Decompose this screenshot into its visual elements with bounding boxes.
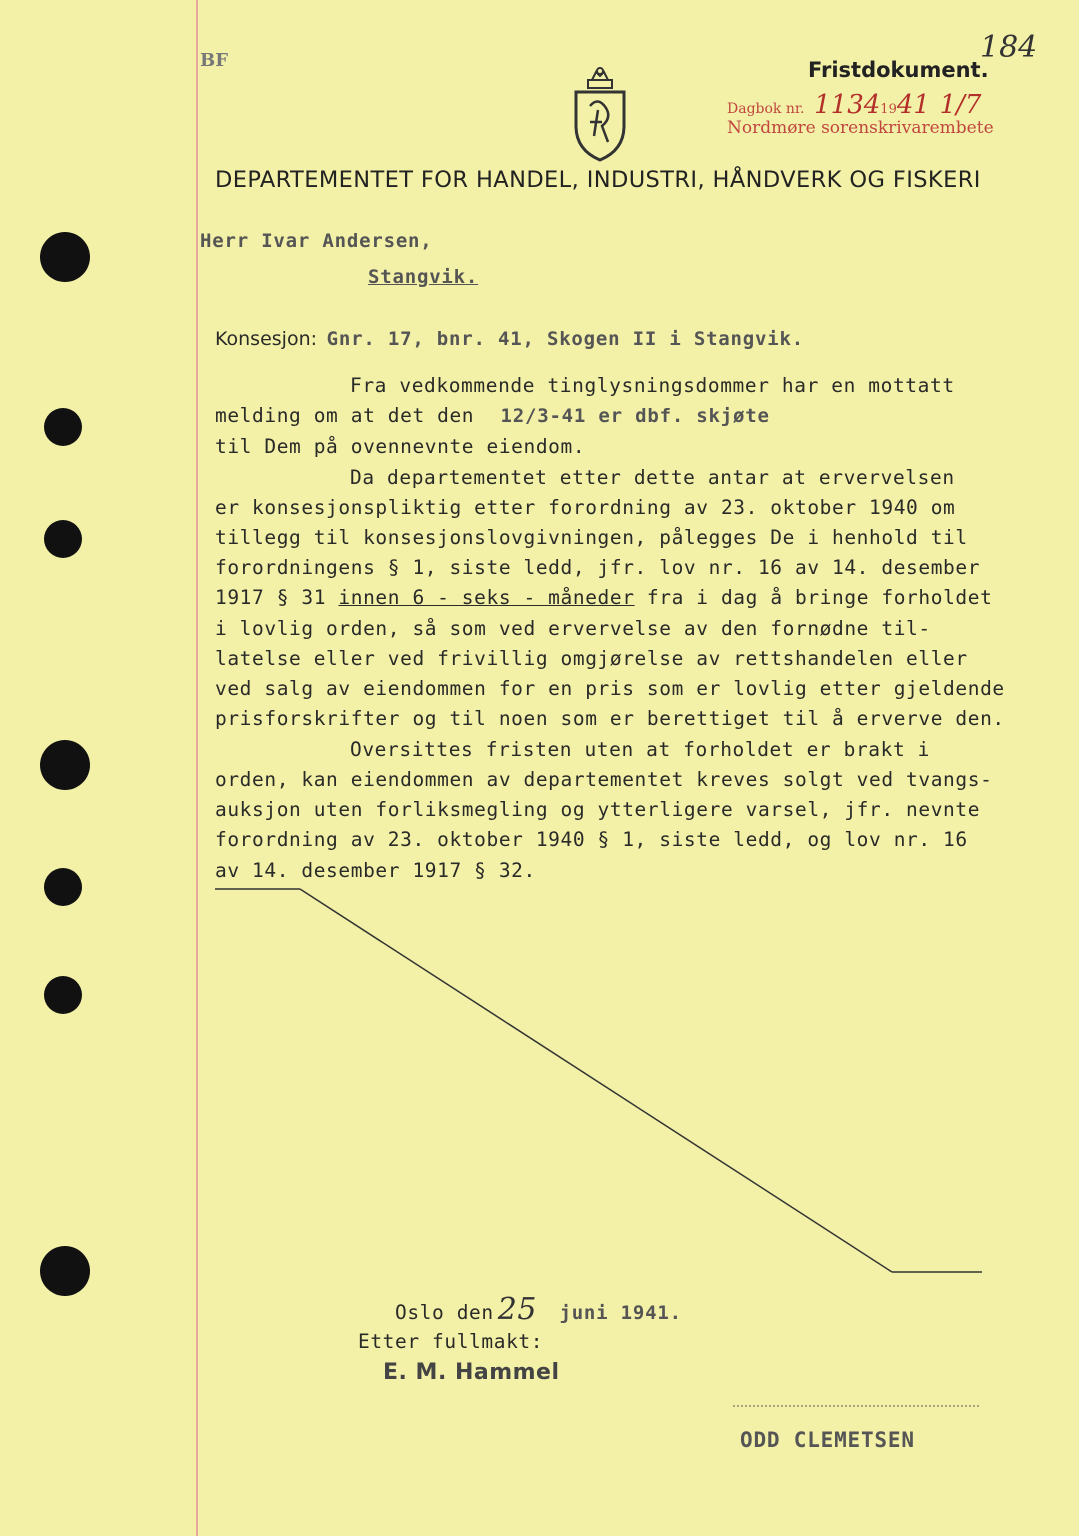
body-line: Da departementet etter dette antar at ervervelsen	[350, 466, 955, 489]
body-line: er konsesjonspliktig etter forordning av 23. oktober 1940 om	[215, 496, 956, 519]
body-line: orden, kan eiendommen av departementet kreves solgt ved tvangs-	[215, 768, 993, 791]
month-year: juni 1941.	[559, 1302, 682, 1324]
stamp-year: 41	[896, 90, 930, 120]
handwritten-day: 25	[497, 1292, 538, 1327]
body-line: i lovlig orden, så som ved ervervelse av den fornødne til-	[215, 617, 931, 640]
stamp-dagbok-label: Dagbok nr.	[727, 101, 805, 117]
body-line: latelse eller ved frivillig omgjørelse av rettshandelen eller	[215, 647, 968, 670]
body-text: 1917 § 31	[215, 586, 327, 609]
place-date-line	[395, 1292, 682, 1327]
body-line: forordningens § 1, siste ledd, jfr. lov nr. 16 av 14. desember	[215, 556, 981, 579]
body-line: Fra vedkommende tinglysningsdommer har en mottatt	[350, 374, 955, 397]
initials-mark: BF	[200, 50, 228, 71]
addressee-name: Herr Ivar Andersen,	[200, 230, 433, 252]
stamp-date: 1/7	[939, 90, 982, 120]
body-line: prisforskrifter og til noen som er berettiget til å erverve den.	[215, 707, 1005, 730]
body-line: av 14. desember 1917 § 32.	[215, 859, 536, 882]
body-line: forordning av 23. oktober 1940 § 1, siste ledd, og lov nr. 16	[215, 828, 968, 851]
department-heading: DEPARTEMENTET FOR HANDEL, INDUSTRI, HÅNDVERK OG FISKERI	[215, 167, 981, 193]
stamp-year-prefix: 19	[880, 102, 897, 117]
signature-name: ODD CLEMETSEN	[740, 1428, 915, 1452]
filled-in-date: 12/3-41 er dbf. skjøte	[500, 405, 770, 427]
place-label: Oslo den	[395, 1301, 494, 1324]
stamp-dagbok-number: 1134	[814, 90, 881, 120]
signer-stamp: E. M. Hammel	[383, 1360, 560, 1385]
authority-line: Etter fullmakt:	[358, 1330, 544, 1353]
body-line: til Dem på ovennevnte eiendom.	[215, 435, 586, 458]
subject-value: Gnr. 17, bnr. 41, Skogen II i Stangvik.	[326, 328, 804, 350]
body-line: Oversittes fristen uten at forholdet er brakt i	[350, 738, 930, 761]
body-line: tillegg til konsesjonslovgivningen, pålegges De i henhold til	[215, 526, 968, 549]
stamp-office: Nordmøre sorenskrivarembete	[727, 118, 994, 138]
addressee-place: Stangvik.	[368, 266, 479, 288]
body-text: melding om at det den	[215, 404, 475, 427]
body-line: ved salg av eiendommen for en pris som er lovlig etter gjeldende	[215, 677, 1005, 700]
deadline-text: innen 6 - seks - måneder	[338, 586, 635, 609]
document-type-heading: Fristdokument.	[808, 58, 989, 82]
body-text: fra i dag å bringe forholdet	[646, 586, 993, 609]
subject-label: Konsesjon:	[215, 328, 318, 350]
page-number: 184	[980, 30, 1038, 65]
body-line: auksjon uten forliksmegling og ytterligere varsel, jfr. nevnte	[215, 798, 981, 821]
